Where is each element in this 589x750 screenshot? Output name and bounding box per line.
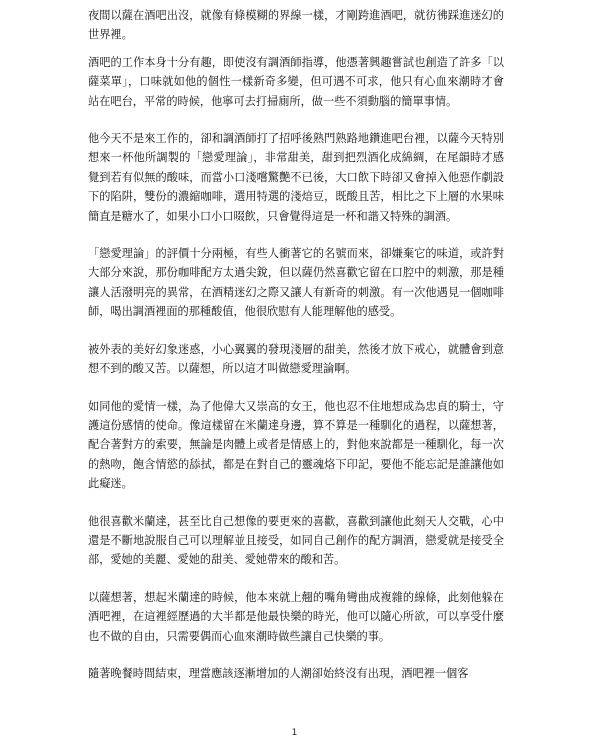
- paragraph: 夜間以薩在酒吧出沒，就像有條模糊的界線一樣，才剛跨進酒吧，就彷彿踩進迷幻的世界裡。: [88, 9, 504, 42]
- paragraph: 如同他的愛情一樣，為了他偉大又崇高的女王，他也忍不住地想成為忠貞的騎士，守護這份感情的使命。像這樣留在米蘭達身邊，算不算是一種馴化的過程，以薩想著，配合著對方的索要，無論是肉體上或者是情感上的，對他來說都是一種馴化，每一次的熱吻，飽含情慾的舔拭，都是在對自己的靈魂烙下印記，要他不能忘記是誰讓他如此癡迷。: [88, 399, 504, 491]
- paragraph: 他很喜歡米蘭達，甚至比自己想像的要更來的喜歡，喜歡到讓他此刻天人交戰，心中還是不斷地說服自己可以理解並且接受，如同自己創作的配方調酒，戀愛就是接受全部，愛她的美麗、愛她的甜美、愛她帶來的酸和苦。: [88, 514, 504, 567]
- paragraph: 被外表的美好幻象迷惑，小心翼翼的發現淺層的甜美，然後才放下戒心，就體會到意想不到的酸又苦。以薩想，所以這才叫做戀愛理論啊。: [88, 342, 504, 376]
- paragraph: 隨著晚餐時間結束，理當應該逐漸增加的人潮卻始終沒有出現，酒吧裡一個客: [88, 666, 469, 680]
- paragraph: 他今天不是來工作的，卻和調酒師打了招呼後熟門熟路地鑽進吧台裡，以薩今天特別想來一杯他所調製的「戀愛理論」，非常甜美，甜到把烈酒化成綿綢，在尾韻時才感覺到若有似無的酸味，而當小口淺嚐驚艷不已後，大口飲下時卻又會掉入他惡作劇設下的陷阱，雙份的濃縮咖啡，選用特選的淺焙豆，既酸且苦，相比之下上層的水果味簡直是糖水了，如果小口小口啜飲，只會覺得這是一杯和諧又特殊的調酒。: [88, 132, 504, 223]
- paragraph: 酒吧的工作本身十分有趣，即使沒有調酒師指導，他憑著興趣嘗試也創造了許多「以薩菜單」，口味就如他的個性一樣新奇多變，但可遇不可求，他只有心血來潮時才會站在吧台，平常的時候，他寧可去打掃廁所，做一些不須動腦的簡單事情。: [88, 55, 504, 108]
- document-body: [88, 6, 504, 697]
- page-number: 1: [291, 728, 298, 738]
- paragraph: 「戀愛理論」的評價十分兩極，有些人衝著它的名號而來，卻嫌棄它的味道，或許對大部分來說，那份咖啡配方太過尖銳，但以薩仍然喜歡它留在口腔中的刺激，那是種讓人活潑明亮的異常，在酒精迷幻之際又讓人有新奇的刺激。有一次他遇見一個咖啡師，喝出調酒裡面的那種酸值，他很欣慰有人能理解他的感受。: [88, 247, 504, 319]
- paragraph: 以薩想著，想起米蘭達的時候，他本來就上翹的嘴角彎曲成複雜的線條，此刻他躲在酒吧裡，在這裡經歷過的大半都是他最快樂的時光，他可以隨心所欲，可以享受什麼也不做的自由，只需要偶而心血來潮時做些讓自己快樂的事。: [88, 590, 504, 643]
